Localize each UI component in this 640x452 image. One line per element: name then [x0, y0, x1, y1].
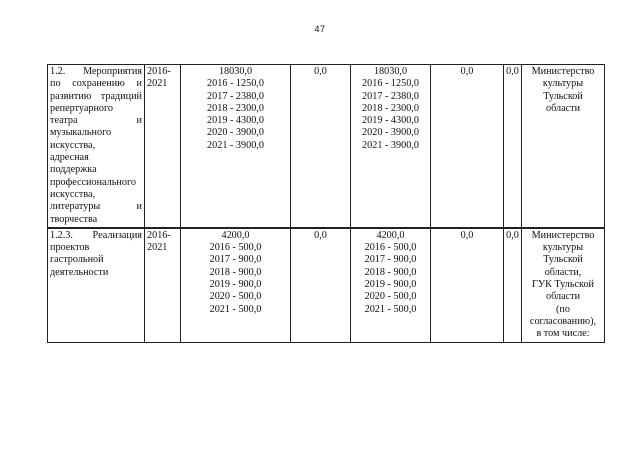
executor-line: области,: [544, 266, 582, 278]
total-funding-line: 4200,0: [221, 229, 250, 241]
regional-budget-line: 2021 - 500,0: [364, 303, 417, 315]
period-line: 2016-: [147, 66, 171, 77]
federal-budget-cell: 0,0: [291, 65, 351, 228]
event-name-line: творчества: [50, 213, 98, 225]
table-row: [48, 228, 605, 342]
table-row: [48, 65, 605, 228]
executor-line: (по согласованию),: [529, 303, 597, 327]
executor-line: области: [545, 291, 581, 303]
regional-budget-cell: [351, 65, 431, 228]
page-number: 47: [314, 24, 326, 34]
total-funding-line: 2020 - 3900,0: [207, 127, 264, 139]
total-funding-line: 2019 - 4300,0: [207, 115, 264, 127]
extrabudgetary-cell: 0,0: [504, 65, 522, 228]
regional-budget-cell: [351, 228, 431, 342]
budget-table: [47, 64, 605, 343]
period-line: 2021: [147, 78, 168, 90]
regional-budget-line: 2018 - 2300,0: [362, 102, 419, 114]
executor-line: в том числе:: [536, 328, 590, 340]
event-name-line: репертуарного: [50, 102, 114, 114]
event-name-line: профессионального: [50, 176, 136, 188]
total-funding-line: 2017 - 900,0: [209, 254, 262, 266]
event-name-line: деятельности: [50, 266, 109, 278]
extrabudgetary-cell: 0,0: [504, 228, 522, 342]
regional-budget-line: 4200,0: [376, 229, 405, 241]
regional-budget-line: 2016 - 500,0: [364, 242, 417, 254]
executor-cell: [522, 65, 605, 228]
event-name-line: искусства,: [50, 139, 96, 151]
regional-budget-line: 18030,0: [373, 66, 408, 77]
total-funding-line: 18030,0: [218, 66, 253, 77]
event-name-line: 1.2. Мероприятия: [50, 66, 142, 77]
total-funding-line: 2021 - 3900,0: [207, 139, 264, 151]
total-funding-line: 2020 - 500,0: [209, 291, 262, 303]
period-cell: [145, 228, 181, 342]
executor-line: культуры Тульской: [542, 242, 584, 266]
event-name-line: проектов: [50, 242, 90, 254]
event-name-line: развитию традиций: [50, 90, 142, 102]
regional-budget-line: 2021 - 3900,0: [362, 139, 419, 151]
event-name-line: музыкального: [50, 127, 112, 139]
event-name-line: адресная: [50, 152, 89, 164]
executor-line: ГУК Тульской: [531, 279, 595, 291]
regional-budget-line: 2020 - 500,0: [364, 291, 417, 303]
total-funding-line: 2017 - 2380,0: [207, 90, 264, 102]
period-line: 2016-: [147, 229, 171, 241]
municipal-budget-cell: 0,0: [431, 228, 504, 342]
event-name-line: гастрольной: [50, 254, 104, 266]
total-funding-line: 2016 - 500,0: [209, 242, 262, 254]
executor-line: культуры Тульской: [542, 78, 584, 102]
event-name-line: по сохранению и: [50, 78, 142, 90]
regional-budget-line: 2020 - 3900,0: [362, 127, 419, 139]
total-funding-cell: [181, 228, 291, 342]
total-funding-line: 2018 - 900,0: [209, 266, 262, 278]
regional-budget-line: 2017 - 2380,0: [362, 90, 419, 102]
event-name-line: театра и: [50, 115, 142, 127]
total-funding-line: 2018 - 2300,0: [207, 102, 264, 114]
executor-line: Министерство: [531, 66, 595, 77]
executor-cell: [522, 228, 605, 342]
event-name-line: 1.2.3. Реализация: [50, 229, 142, 241]
regional-budget-line: 2018 - 900,0: [364, 266, 417, 278]
executor-line: области: [545, 102, 581, 114]
regional-budget-line: 2016 - 1250,0: [362, 78, 419, 90]
executor-line: Министерство: [531, 229, 595, 241]
event-name-cell: [48, 65, 145, 228]
total-funding-line: 2016 - 1250,0: [207, 78, 264, 90]
regional-budget-line: 2019 - 900,0: [364, 279, 417, 291]
regional-budget-line: 2019 - 4300,0: [362, 115, 419, 127]
period-line: 2021: [147, 242, 168, 254]
total-funding-cell: [181, 65, 291, 228]
total-funding-line: 2019 - 900,0: [209, 279, 262, 291]
event-name-cell: [48, 228, 145, 342]
event-name-line: искусства,: [50, 188, 96, 200]
regional-budget-line: 2017 - 900,0: [364, 254, 417, 266]
event-name-line: поддержка: [50, 164, 97, 176]
municipal-budget-cell: 0,0: [431, 65, 504, 228]
event-name-line: литературы и: [50, 201, 142, 213]
total-funding-line: 2021 - 500,0: [209, 303, 262, 315]
federal-budget-cell: 0,0: [291, 228, 351, 342]
period-cell: [145, 65, 181, 228]
